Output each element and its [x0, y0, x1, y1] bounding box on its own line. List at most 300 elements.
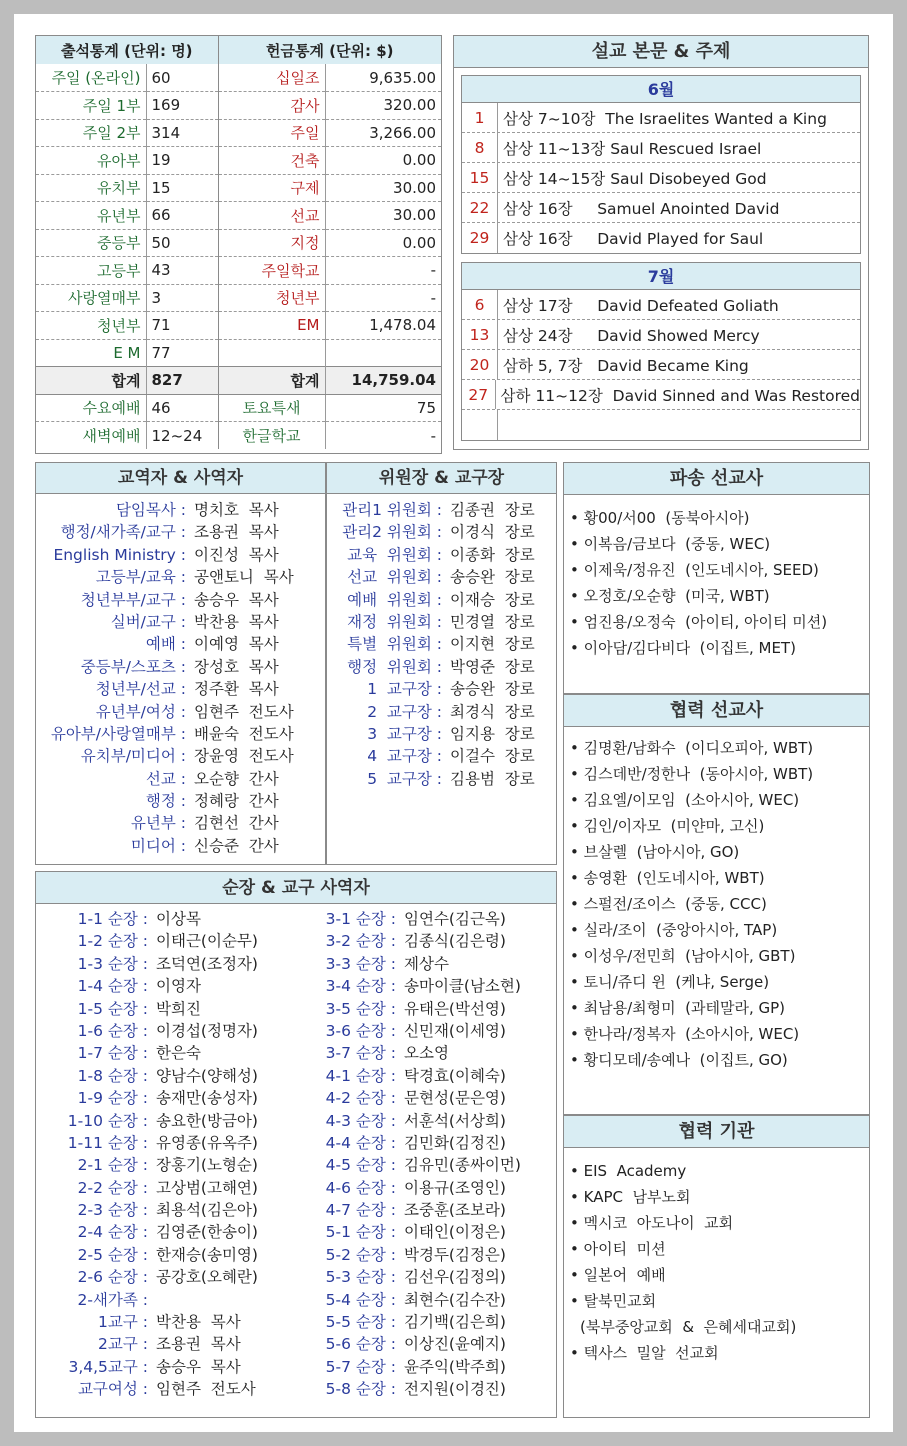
sermon-date: 1: [462, 103, 498, 132]
small-group-name: 오소영: [404, 1044, 449, 1063]
small-group-role: 1-4 순장 :: [77, 977, 148, 996]
staff-role: 청년부부/교구 :: [80, 590, 186, 609]
small-group-role: 4-1 순장 :: [325, 1066, 396, 1085]
sermon-row: [462, 223, 860, 253]
partner-orgs-title: 협력 기관: [564, 1116, 869, 1148]
small-group-role: 1-9 순장 :: [77, 1089, 148, 1108]
stats-row: [36, 119, 441, 147]
staff-name: 공앤토니 목사: [194, 568, 294, 587]
small-group-item: [281, 1356, 551, 1378]
small-group-name: 김기백(김은희): [404, 1313, 506, 1332]
sent-missionary-item: • 이아담/김다비다 (이집트, MET): [564, 635, 869, 661]
orgs-list: [564, 1148, 869, 1366]
stats-row: [36, 147, 441, 175]
sermon-text: 삼상 24장 David Showed Mercy: [503, 326, 760, 345]
small-group-role: 2-5 순장 :: [77, 1245, 148, 1264]
small-group-role: 1-11 순장 :: [67, 1133, 148, 1152]
partner-missionary-item: • 이성우/전민희 (남아시아, GBT): [564, 943, 869, 969]
small-group-item: [36, 1199, 281, 1221]
small-group-item: [281, 1132, 551, 1154]
committee-item: [327, 678, 556, 700]
partner-missionary-item: • 김명환/남화수 (이디오피아, WBT): [564, 735, 869, 761]
staff-role: 미디어 :: [130, 836, 186, 855]
staff-role: 실버/교구 :: [110, 612, 186, 631]
staff-name: 조용권 목사: [194, 523, 279, 542]
small-group-role: 2-6 순장 :: [77, 1268, 148, 1287]
staff-name: 명치호 목사: [194, 501, 279, 519]
small-group-name: 조덕연(조정자): [156, 954, 258, 973]
staff-item: [36, 745, 325, 767]
small-group-name: 박희진: [156, 999, 201, 1018]
offering-value: 1,478.04: [325, 312, 441, 340]
small-group-item: [36, 908, 281, 930]
small-group-name: 장홍기(노형순): [156, 1156, 258, 1175]
attendance-label: E M: [36, 339, 146, 367]
small-group-item: [36, 953, 281, 975]
stats-row: [36, 367, 441, 395]
partner-orgs-box: [563, 1115, 870, 1418]
small-groups-right: [281, 908, 551, 1401]
attendance-label: 유아부: [36, 147, 146, 175]
committee-item: [327, 499, 556, 521]
small-group-name: 윤주익(박주희): [404, 1357, 506, 1376]
attendance-label: 수요예배: [36, 394, 146, 422]
staff-role: 고등부/교육 :: [95, 568, 186, 587]
sermon-row: [462, 133, 860, 163]
offering-label: 주일학교: [218, 257, 325, 285]
partner-missionary-item: • 최남용/최형미 (과테말라, GP): [564, 995, 869, 1021]
offering-header: 헌금통계 (단위: $): [218, 36, 441, 64]
sermon-date: 13: [462, 320, 498, 349]
stats-row: [36, 312, 441, 340]
small-group-role: 5-6 순장 :: [325, 1335, 396, 1354]
small-group-name: 송마이클(남소현): [404, 977, 521, 996]
small-group-item: [36, 1311, 281, 1333]
small-group-role: 1교구 :: [98, 1313, 148, 1332]
sermon-text: 삼하 5, 7장 David Became King: [503, 356, 749, 375]
attendance-label: 주일 1부: [36, 92, 146, 120]
small-group-name: 이상목: [156, 910, 201, 928]
small-group-role: 3-5 순장 :: [325, 999, 396, 1018]
partner-missionary-item: • 토니/쥬디 윈 (케냐, Serge): [564, 969, 869, 995]
small-group-name: 이영자: [156, 977, 201, 996]
small-group-role: 5-3 순장 :: [325, 1268, 396, 1287]
staff-role: 유아부/사랑열매부 :: [50, 724, 186, 743]
staff-item: [36, 812, 325, 834]
small-group-name: 전지원(이경진): [404, 1380, 506, 1399]
small-group-role: 2-새가족 :: [77, 1290, 148, 1309]
small-group-name: 유영종(유옥주): [156, 1133, 258, 1152]
offering-label: 주일: [218, 119, 325, 147]
small-group-name: [148, 1289, 156, 1311]
attendance-value: 19: [146, 147, 218, 175]
committee-item: [327, 633, 556, 655]
small-group-role: 4-4 순장 :: [325, 1133, 396, 1152]
offering-value: -: [325, 257, 441, 285]
sermon-text: 삼상 11~13장 Saul Rescued Israel: [503, 139, 762, 158]
small-group-role: 1-2 순장 :: [77, 932, 148, 951]
partner-missionary-item: • 한나라/정복자 (소아시아, WEC): [564, 1021, 869, 1047]
month-title: 7월: [462, 263, 860, 290]
small-group-name: 김종식(김은령): [404, 932, 506, 951]
attendance-label: 유치부: [36, 174, 146, 202]
sermon-text: 삼하 11~12장 David Sinned and Was Restored: [500, 386, 860, 405]
staff-role: 유년부/여성 :: [95, 702, 186, 721]
committee-item: [327, 701, 556, 723]
attendance-label: 고등부: [36, 257, 146, 285]
small-group-item: [281, 930, 551, 952]
committee-role: 예배 위원회 :: [347, 590, 442, 609]
staff-item: [36, 499, 325, 521]
offering-label: EM: [218, 312, 325, 340]
sent-missionaries-box: [563, 462, 870, 694]
committee-item: [327, 745, 556, 767]
sent-missionary-item: • 이복음/금보다 (중동, WEC): [564, 531, 869, 557]
staff-role: 유년부 :: [130, 814, 186, 833]
small-group-role: 교구여성 :: [77, 1380, 148, 1399]
small-group-name: 송재만(송성자): [156, 1089, 258, 1108]
offering-value: 30.00: [325, 202, 441, 230]
sermon-row: [462, 103, 860, 133]
small-group-role: 1-1 순장 :: [77, 910, 148, 928]
sermon-text: 삼상 7~10장 The Israelites Wanted a King: [503, 109, 827, 128]
stats-row: [36, 174, 441, 202]
offering-value: -: [325, 284, 441, 312]
small-group-item: [281, 908, 551, 930]
small-group-item: [281, 1199, 551, 1221]
small-group-role: 5-4 순장 :: [325, 1290, 396, 1309]
staff-list: [36, 494, 325, 857]
small-group-item: [36, 1289, 281, 1311]
staff-name: 신승준 간사: [194, 836, 279, 855]
attendance-value: 3: [146, 284, 218, 312]
offering-label: 구제: [218, 174, 325, 202]
committee-role: 2 교구장 :: [367, 702, 442, 721]
small-group-role: 1-10 순장 :: [67, 1111, 148, 1130]
offering-value: 9,635.00: [325, 64, 441, 92]
small-group-name: 한재승(송미영): [156, 1245, 258, 1264]
partner-org-item: (북부중앙교회 & 은혜세대교회): [580, 1318, 797, 1336]
partner-missionary-item: • 김스데반/정한나 (동아시아, WBT): [564, 761, 869, 787]
committee-role: 선교 위원회 :: [347, 568, 442, 587]
committee-name: 송승완 장로: [450, 568, 535, 587]
small-group-role: 2-1 순장 :: [77, 1156, 148, 1175]
attendance-value: 77: [146, 339, 218, 367]
small-group-name: 송승우 목사: [156, 1357, 241, 1376]
staff-name: 이예영 목사: [194, 635, 279, 654]
attendance-label: 청년부: [36, 312, 146, 340]
staff-name: 박찬용 목사: [194, 612, 279, 631]
sermon-row: [462, 380, 860, 410]
small-group-role: 1-3 순장 :: [77, 954, 148, 973]
committee-panel: [326, 462, 557, 865]
small-group-item: [281, 1042, 551, 1064]
offering-label: 토요특새: [218, 394, 325, 422]
small-group-item: [36, 975, 281, 997]
small-group-role: 5-1 순장 :: [325, 1223, 396, 1242]
staff-panel: [35, 462, 326, 865]
small-group-item: [281, 1020, 551, 1042]
attendance-value: 15: [146, 174, 218, 202]
sermon-date: 22: [462, 193, 498, 222]
stats-row: [36, 257, 441, 285]
sermon-row: [462, 193, 860, 223]
staff-name: 이진성 목사: [194, 545, 279, 564]
small-group-name: 문현성(문은영): [404, 1089, 506, 1108]
attendance-label: 합계: [36, 367, 146, 395]
small-group-item: [36, 1087, 281, 1109]
small-group-item: [36, 1244, 281, 1266]
offering-label: 한글학교: [218, 422, 325, 450]
offering-label: 십일조: [218, 64, 325, 92]
partner-org-item: • 일본어 예배: [564, 1262, 869, 1288]
offering-label: 선교: [218, 202, 325, 230]
staff-role: 행정/새가족/교구 :: [60, 523, 186, 542]
committee-name: 박영준 장로: [450, 657, 535, 676]
offering-label: 감사: [218, 92, 325, 120]
partner-org-item: • 아이티 미션: [564, 1236, 869, 1262]
small-group-role: 5-5 순장 :: [325, 1313, 396, 1332]
small-group-item: [36, 930, 281, 952]
offering-label: 청년부: [218, 284, 325, 312]
small-group-item: [281, 1154, 551, 1176]
staff-role: 중등부/스포츠 :: [80, 657, 186, 676]
small-group-item: [281, 1065, 551, 1087]
sermon-month: [461, 262, 861, 441]
small-group-item: [281, 1266, 551, 1288]
partner-missionary-item: • 브살렐 (남아시아, GO): [564, 839, 869, 865]
small-group-item: [36, 1356, 281, 1378]
committee-item: [327, 566, 556, 588]
partner-missionary-item: • 황디모데/송예나 (이집트, GO): [564, 1047, 869, 1073]
committee-name: 최경식 장로: [450, 702, 535, 721]
sermon-date: 27: [462, 380, 496, 409]
partner-missionary-item: • 스펄전/조이스 (중동, CCC): [564, 891, 869, 917]
attendance-label: 사랑열매부: [36, 284, 146, 312]
staff-item: [36, 521, 325, 543]
committee-role: 특별 위원회 :: [347, 635, 442, 654]
small-group-item: [281, 1378, 551, 1400]
small-group-name: 임현주 전도사: [156, 1380, 256, 1399]
attendance-label: 주일 (온라인): [36, 64, 146, 92]
committee-item: [327, 544, 556, 566]
stats-table: [36, 36, 441, 449]
attendance-label: 중등부: [36, 229, 146, 257]
committee-name: 민경열 장로: [450, 612, 535, 631]
staff-item: [36, 656, 325, 678]
sermon-panel: [453, 35, 869, 450]
small-group-item: [281, 1087, 551, 1109]
small-group-role: 3-4 순장 :: [325, 977, 396, 996]
small-group-name: 김영준(한송이): [156, 1223, 258, 1242]
committee-role: 교육 위원회 :: [347, 545, 442, 564]
small-group-item: [36, 1177, 281, 1199]
committee-item: [327, 611, 556, 633]
small-group-role: 2-2 순장 :: [77, 1178, 148, 1197]
sent-list: [564, 495, 869, 661]
offering-value: 75: [325, 394, 441, 422]
attendance-value: 169: [146, 92, 218, 120]
committee-name: 임지용 장로: [450, 724, 535, 743]
stats-row: [36, 64, 441, 92]
staff-name: 송승우 목사: [194, 590, 279, 609]
staff-item: [36, 723, 325, 745]
small-group-role: 1-5 순장 :: [77, 999, 148, 1018]
committee-name: 송승완 장로: [450, 680, 535, 699]
partner-missionaries-title: 협력 선교사: [564, 695, 869, 727]
sermon-month: [461, 75, 861, 254]
small-group-role: 4-5 순장 :: [325, 1156, 396, 1175]
staff-item: [36, 678, 325, 700]
staff-item: [36, 589, 325, 611]
partner-org-item: • 멕시코 아도나이 교회: [564, 1210, 869, 1236]
small-group-role: 4-7 순장 :: [325, 1201, 396, 1220]
committee-role: 관리2 위원회 :: [342, 523, 442, 542]
committee-role: 3 교구장 :: [367, 724, 442, 743]
small-group-name: 이상진(윤예지): [404, 1335, 506, 1354]
month-title: 6월: [462, 76, 860, 103]
staff-name: 정혜랑 간사: [194, 792, 279, 811]
missions-panel: [563, 462, 870, 1418]
staff-name: 오순향 간사: [194, 769, 279, 788]
small-group-name: 이태근(이순무): [156, 932, 258, 951]
small-group-item: [281, 975, 551, 997]
staff-item: [36, 701, 325, 723]
partner-list: [564, 727, 869, 1073]
offering-value: 30.00: [325, 174, 441, 202]
small-group-item: [36, 1378, 281, 1400]
attendance-header: 출석통계 (단위: 명): [36, 36, 218, 64]
partner-org-item: • 텍사스 밀알 선교회: [564, 1340, 869, 1366]
staff-item: [36, 544, 325, 566]
committee-name: 이걸수 장로: [450, 747, 535, 766]
small-group-role: 1-8 순장 :: [77, 1066, 148, 1085]
small-group-role: 2교구 :: [98, 1335, 148, 1354]
attendance-value: 12~24: [146, 422, 218, 450]
sermon-row: [462, 320, 860, 350]
small-group-name: 신민재(이세영): [404, 1021, 506, 1040]
offering-value: 0.00: [325, 147, 441, 175]
small-group-item: [281, 1244, 551, 1266]
small-group-name: 이용규(조영인): [404, 1178, 506, 1197]
attendance-value: 46: [146, 394, 218, 422]
small-group-name: 최현수(김수잔): [404, 1290, 506, 1309]
offering-label: 건축: [218, 147, 325, 175]
small-group-name: 공강호(오혜란): [156, 1268, 258, 1287]
sent-missionary-item: • 엄진용/오정숙 (아이티, 아이티 미션): [564, 609, 869, 635]
stats-panel: [35, 35, 442, 454]
staff-name: 정주환 목사: [194, 680, 279, 699]
sermon-date: [462, 410, 498, 440]
committee-item: [327, 589, 556, 611]
attendance-label: 주일 2부: [36, 119, 146, 147]
small-group-name: 조용권 목사: [156, 1335, 241, 1354]
staff-role: 예배 :: [145, 635, 186, 654]
sermon-row: [462, 163, 860, 193]
sermon-date: 15: [462, 163, 498, 192]
small-group-item: [36, 1266, 281, 1288]
offering-label: 지정: [218, 229, 325, 257]
sermon-text: 삼상 14~15장 Saul Disobeyed God: [503, 169, 767, 188]
stats-row: [36, 229, 441, 257]
small-group-name: 박경두(김정은): [404, 1245, 506, 1264]
small-group-item: [36, 1065, 281, 1087]
staff-item: [36, 633, 325, 655]
sermon-row: [462, 350, 860, 380]
sermon-text: 삼상 16장 Samuel Anointed David: [503, 199, 780, 218]
small-group-role: 3-3 순장 :: [325, 954, 396, 973]
small-group-name: 제상수: [404, 954, 449, 973]
small-group-name: 송요한(방금아): [156, 1111, 258, 1130]
staff-role: English Ministry :: [53, 545, 186, 564]
partner-missionary-item: • 송영환 (인도네시아, WBT): [564, 865, 869, 891]
committee-role: 4 교구장 :: [367, 747, 442, 766]
small-group-name: 탁경효(이혜숙): [404, 1066, 506, 1085]
partner-org-item: • EIS Academy: [564, 1158, 869, 1184]
committee-item: [327, 656, 556, 678]
committee-role: 관리1 위원회 :: [342, 501, 442, 519]
small-group-item: [281, 1311, 551, 1333]
staff-name: 장윤영 전도사: [194, 747, 294, 766]
small-group-item: [281, 1221, 551, 1243]
small-group-role: 1-6 순장 :: [77, 1021, 148, 1040]
sermon-text: 삼상 16장 David Played for Saul: [503, 230, 764, 248]
stats-row: [36, 284, 441, 312]
sermon-text: 삼상 17장 David Defeated Goliath: [503, 296, 779, 315]
attendance-value: 43: [146, 257, 218, 285]
sent-missionaries-title: 파송 선교사: [564, 463, 869, 495]
stats-row: [36, 422, 441, 450]
small-group-item: [36, 998, 281, 1020]
staff-item: [36, 790, 325, 812]
sent-missionary-item: • 황00/서00 (동북아시아): [564, 505, 869, 531]
offering-label: [218, 339, 325, 367]
small-group-item: [36, 1333, 281, 1355]
committee-name: 이종화 장로: [450, 545, 535, 564]
committee-title: 위원장 & 교구장: [327, 463, 556, 494]
stats-row: [36, 92, 441, 120]
stats-row: [36, 394, 441, 422]
staff-item: [36, 835, 325, 857]
small-group-role: 4-6 순장 :: [325, 1178, 396, 1197]
small-group-name: 유태은(박선영): [404, 999, 506, 1018]
small-group-item: [36, 1221, 281, 1243]
small-group-item: [281, 1177, 551, 1199]
attendance-value: 71: [146, 312, 218, 340]
attendance-label: 유년부: [36, 202, 146, 230]
staff-role: 유치부/미디어 :: [80, 747, 186, 766]
committee-name: 이경식 장로: [450, 523, 535, 542]
small-group-name: 김유민(종싸이먼): [404, 1156, 521, 1175]
attendance-value: 827: [146, 367, 218, 395]
attendance-value: 60: [146, 64, 218, 92]
small-group-item: [36, 1110, 281, 1132]
small-group-name: 최용석(김은아): [156, 1201, 258, 1220]
small-group-item: [36, 1042, 281, 1064]
small-group-role: 3-7 순장 :: [325, 1044, 396, 1063]
small-group-role: 3-2 순장 :: [325, 932, 396, 951]
attendance-value: 314: [146, 119, 218, 147]
small-group-role: 4-3 순장 :: [325, 1111, 396, 1130]
committee-list: [327, 494, 556, 790]
sermon-date: 8: [462, 133, 498, 162]
offering-value: 320.00: [325, 92, 441, 120]
partner-org-item: • 탈북민교회: [564, 1288, 869, 1314]
small-group-item: [281, 1289, 551, 1311]
staff-role: 행정 :: [145, 792, 186, 811]
stats-row: [36, 202, 441, 230]
offering-value: [325, 339, 441, 367]
